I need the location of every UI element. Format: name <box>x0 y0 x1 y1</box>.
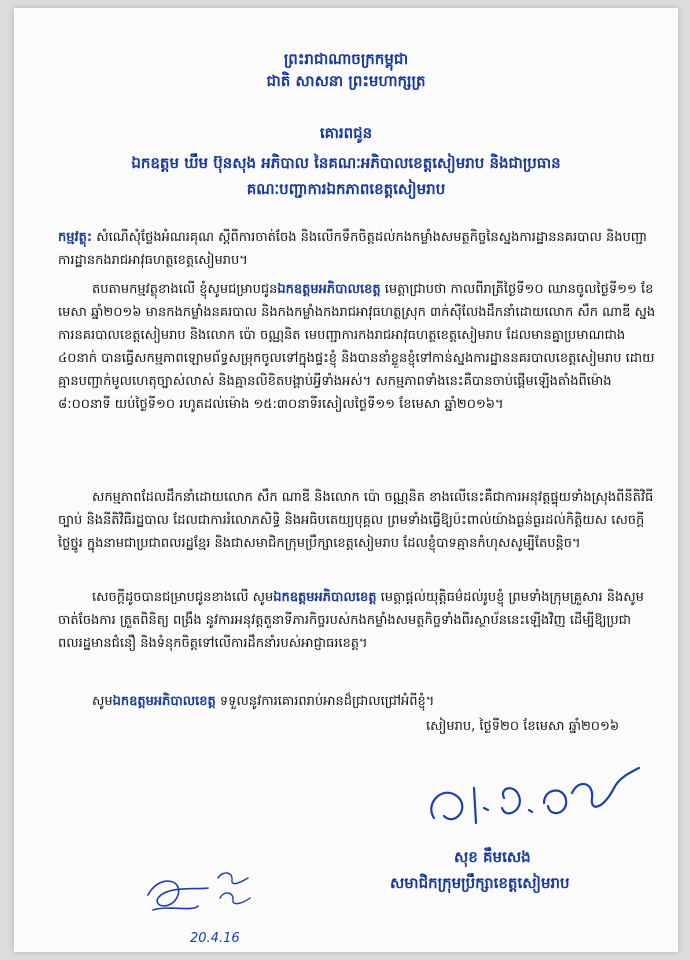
paragraph-3 <box>58 586 662 655</box>
paragraph-1-prefix: តបតាមកម្មវត្ថុខាងលើ ខ្ញុំសូមជម្រាបជូន <box>92 282 278 297</box>
paragraph-3-prefix: សេចក្តីដូចបានជម្រាបជូនខាងលើ សូម <box>92 590 274 605</box>
paragraph-3-rest: មេត្តាផ្តល់យុត្តិធម៌ដល់រូបខ្ញុំ ព្រមទាំងក្រុមគ្រួសារ និងសូមចាត់ចែងការ ត្រួតពិនិត្យ ពង្រឹង នូវការអនុវត្តតួនាទីភារកិច្ចរបស់កងកម្លាំងសមត្ថកិច្ចទាំងពីរស្ថាប័ននេះឡើងវិញ ដើម្បីឱ្យប្រជាពលរដ្ឋមានជំនឿ និងទំនុកចិត្តទៅលើការដឹកនាំរបស់អាជ្ញាធរខេត្ត។ <box>58 590 644 651</box>
paragraph-1-rest: មេត្តាជ្រាបថា កាលពីរាត្រីថ្ងៃទី១០ ឈានចូលថ្ងៃទី១១ ខែមេសា ឆ្នាំ២០១៦ មានកងកម្លាំងនគរបាល និងកងកម្លាំងកងរាជអាវុធហត្ថស្រុក ៣ក់ស៊ីលែងដឹកនាំដោយលោក សឹក ណាឌី ស្នងការនគរបាលខេត្តសៀមរាប និងលោក ប៉ោ ចណ្ណនិត មេបញ្ជាការកងរាជអាវុធហត្ថខេត្តសៀមរាប ដែលមានគ្នាប្រមាណជាង ៤០នាក់ បានធ្វើសកម្មភាពឡោមព័ទ្ធសម្រុកចូលទៅក្នុងផ្ទះខ្ញុំ និងបាននាំខ្លួនខ្ញុំទៅកាន់ស្នងការដ្ឋាននគរបាលខេត្តសៀមរាប ដោយគ្មានបញ្ជាក់មូលហេតុច្បាស់លាស់ និងគ្មានលិខិតបង្គាប់អ្វីទាំងអស់។ សកម្មភាពទាំងនេះគឺបានចាប់ផ្តើមឡើងតាំងពីម៉ោង ៨:០០នាទី យប់ថ្ងៃទី១០ រហូតដល់ម៉ោង ១៥:៣០នាទីរសៀលថ្ងៃទី១១ ខែមេសា ឆ្នាំ២០១៦។ <box>58 282 656 412</box>
recipient-line-1: ឯកឧត្តម ឃឹម ប៊ុនសុង អភិបាល នៃគណៈអភិបាលខេត្តសៀមរាប និងជាប្រធាន <box>131 154 561 172</box>
motto: ជាតិ សាសនា ព្រះមហាក្សត្រ <box>266 72 426 90</box>
receipt-initials <box>138 860 278 950</box>
paragraph-4 <box>58 690 662 713</box>
signatory-title: សមាជិកក្រុមប្រឹក្សាខេត្តសៀមរាប <box>390 874 570 892</box>
paragraph-3-bold: ឯកឧត្តមអភិបាលខេត្ត <box>273 590 377 605</box>
subject-text: សំណើសុំថ្លែងអំណរគុណ ស្តីពីការចាត់ចែង និងលើកទឹកចិត្តដល់កងកម្លាំងសមត្ថកិច្ចនៃស្នងការដ្ឋាននគរបាល និងបញ្ជាការដ្ឋានកងរាជអាវុធហត្ថខេត្តសៀមរាប។ <box>58 230 647 268</box>
subject-label: កម្មវត្ថុ: <box>58 230 93 245</box>
paragraph-2: សកម្មភាពដែលដឹកនាំដោយលោក សឹក ណាឌី និងលោក ប៉ោ ចណ្ណនិត ខាងលើនេះគឺជាការអនុវត្តផ្ទុយទាំងស្រុងពីនីតិវិធីច្បាប់ និងនីតិវិធីរដ្ឋបាល ដែលជាការរំលោភសិទ្ធិ និងអធិបតេយ្យបុគ្គល ព្រមទាំងធ្វើឱ្យប៉ះពាល់យ៉ាងធ្ងន់ធ្ងរដល់កិត្តិយស សេចក្តីថ្លៃថ្នូរ ក្នុងនាមជាប្រជាពលរដ្ឋខ្មែរ និងជាសមាជិកក្រុមប្រឹក្សាខេត្តសៀមរាប ដែលខ្ញុំបាទគ្មានកំហុសសូម្បីតែបន្តិច។ <box>58 490 654 551</box>
recipient-label: គោរពជូន <box>319 124 373 142</box>
paragraph-1-bold: ឯកឧត្តមអភិបាលខេត្ត <box>277 282 381 297</box>
subject <box>58 226 662 272</box>
paragraph-4-rest: ទទួលនូវការគោរពរាប់អានដ៏ជ្រាលជ្រៅអំពីខ្ញុំ។ <box>215 694 435 709</box>
paragraph-1 <box>58 278 662 416</box>
signatory-name: សុខ គឹមសេង <box>454 848 531 866</box>
document-page <box>14 8 678 952</box>
date-line: សៀមរាប, ថ្ងៃទី២០ ខែមេសា ឆ្នាំ២០១៦ <box>426 719 620 734</box>
initial-date: 20.4.16 <box>190 931 240 946</box>
handwritten-signature <box>414 748 664 838</box>
paragraph-4-bold: ឯកឧត្តមអភិបាលខេត្ត <box>112 694 216 709</box>
recipient-line-2: គណៈបញ្ជាការឯកភាពខេត្តសៀមរាប <box>246 180 446 198</box>
paragraph-4-prefix: សូម <box>92 694 113 709</box>
kingdom-title: ព្រះរាជាណាចក្រកម្ពុជា <box>283 50 409 68</box>
